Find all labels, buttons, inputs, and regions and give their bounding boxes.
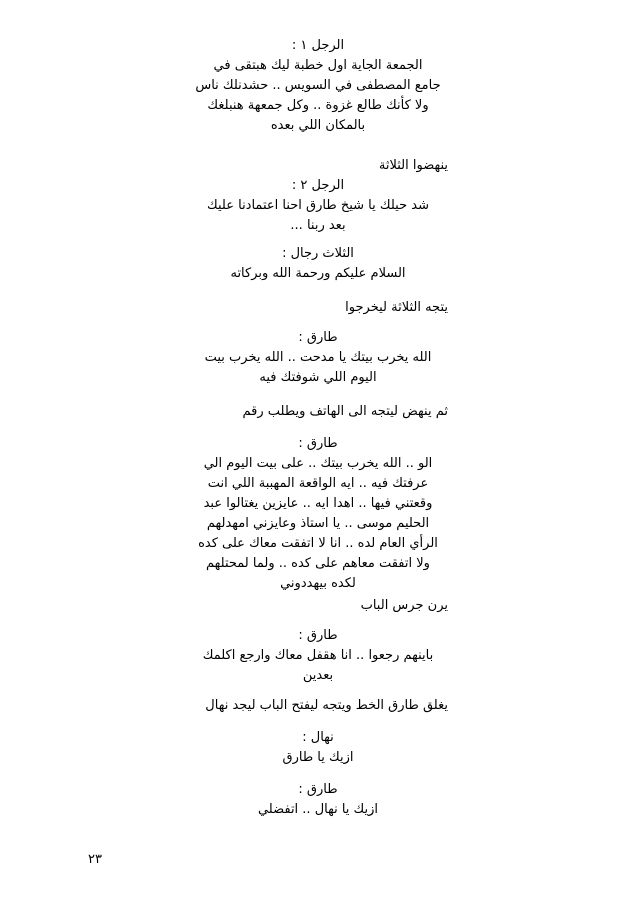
dialogue-line: ازيك يا طارق bbox=[282, 750, 354, 765]
speaker-name: نهال : bbox=[302, 730, 334, 745]
stage-direction: ثم ينهض ليتجه الى الهاتف ويطلب رقم bbox=[242, 404, 448, 419]
speaker-name: طارق : bbox=[298, 330, 338, 345]
dialogue-line: ولا اتفقت معاهم على كده .. ولما لمحتلهم bbox=[206, 556, 430, 571]
stage-direction: يرن جرس الباب bbox=[360, 598, 448, 613]
dialogue-line: ولا كأنك طالع غزوة .. وكل جمعهة هنبلغك bbox=[207, 98, 429, 113]
dialogue-line: بالمكان اللي بعده bbox=[270, 118, 366, 133]
dialogue-line: باينهم رجعوا .. انا هقفل معاك وارجع اكلمك bbox=[202, 648, 434, 663]
speaker-name: الرجل ٢ : bbox=[291, 178, 345, 193]
speaker-name: طارق : bbox=[298, 782, 338, 797]
speaker-name: الثلاث رجال : bbox=[282, 246, 354, 261]
dialogue-line: جامع المصطفى في السويس .. حشدنلك ناس bbox=[195, 78, 441, 93]
stage-direction: يتجه الثلاثة ليخرجوا bbox=[345, 300, 448, 315]
dialogue-line: وقعتني فيها .. اهدا ايه .. عايزين يغتالوا عبد bbox=[203, 496, 433, 511]
page-number: ٢٣ bbox=[88, 852, 102, 867]
dialogue-line: الرأي العام لده .. انا لا اتفقت معاك على كده bbox=[198, 536, 438, 551]
speaker-name: الرجل ١ : bbox=[291, 38, 345, 53]
dialogue-line: عرفتك فيه .. ايه الواقعة المهببة اللي انت bbox=[207, 476, 429, 491]
dialogue-line: بعد ربنا ... bbox=[290, 218, 346, 233]
dialogue-line: الله يخرب بيتك يا مدحت .. الله يخرب بيت bbox=[204, 350, 432, 365]
dialogue-line: ازيك يا نهال .. اتفضلي bbox=[257, 802, 379, 817]
dialogue-line: الو .. الله يخرب بيتك .. على بيت اليوم الي bbox=[203, 456, 433, 471]
dialogue-line: شد حيلك يا شيخ طارق احنا اعتمادنا عليك bbox=[207, 198, 429, 213]
dialogue-line: الحليم موسى .. يا استاذ وعايزني امهدلهم bbox=[206, 516, 430, 531]
dialogue-line: الجمعة الجاية اول خطبة ليك هبتقى في bbox=[213, 58, 423, 73]
speaker-name: طارق : bbox=[298, 436, 338, 451]
dialogue-line: بعدين bbox=[302, 668, 334, 683]
dialogue-line: لكده بيهددوني bbox=[280, 576, 356, 591]
dialogue-line: السلام عليكم ورحمة الله وبركاته bbox=[230, 266, 406, 281]
dialogue-line: اليوم اللي شوفتك فيه bbox=[259, 370, 377, 385]
speaker-name: طارق : bbox=[298, 628, 338, 643]
stage-direction: يغلق طارق الخط ويتجه ليفتح الباب ليجد نهال bbox=[205, 698, 448, 713]
stage-direction: ينهضوا الثلاثة bbox=[378, 158, 448, 173]
